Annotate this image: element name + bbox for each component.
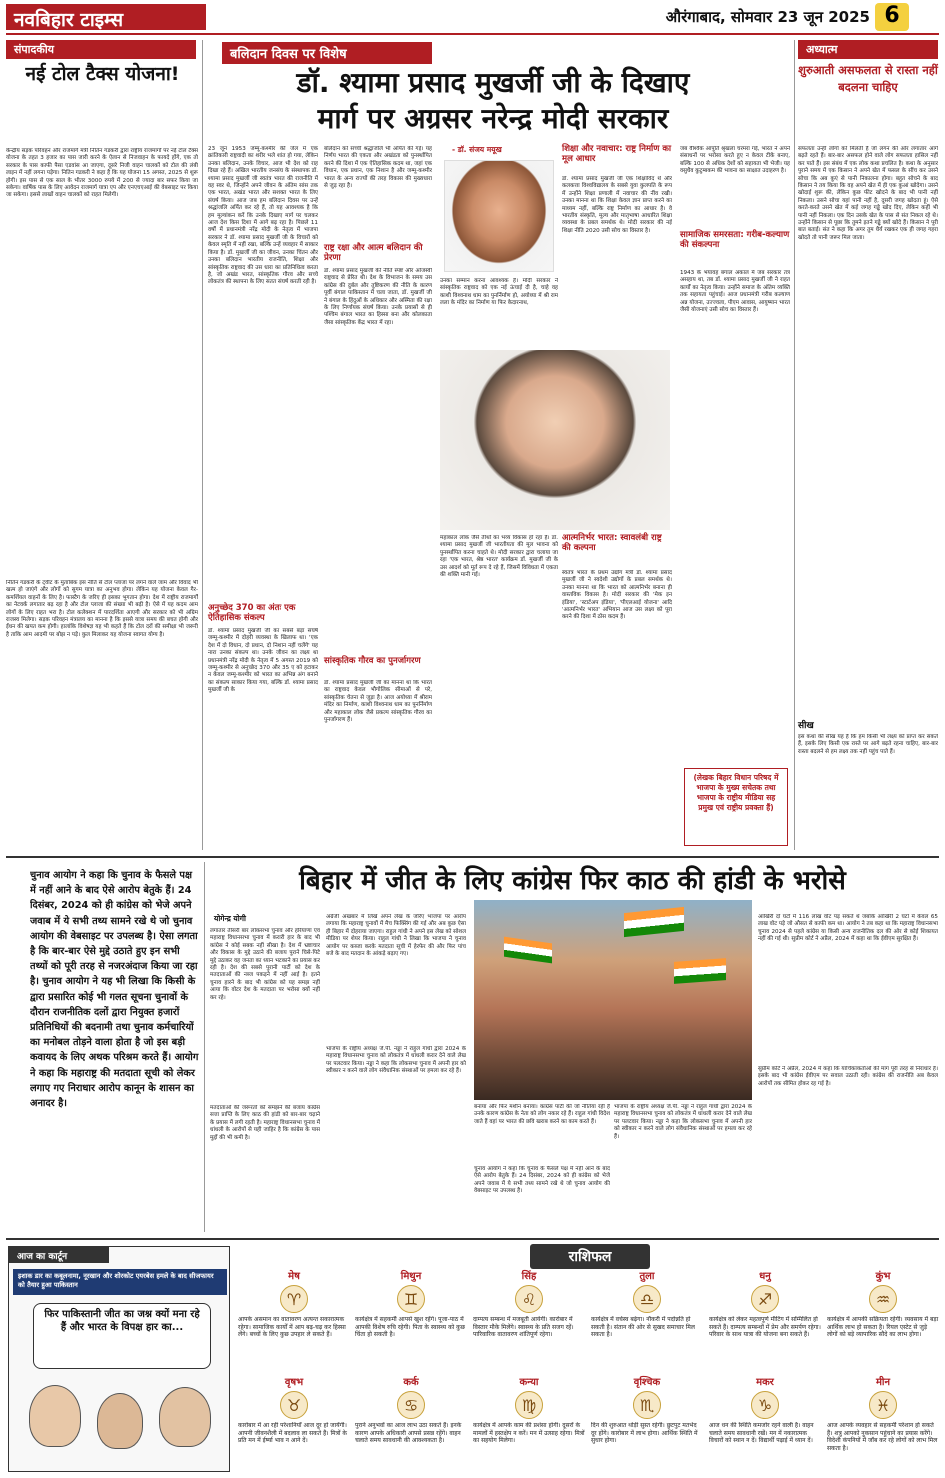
cartoon-tag: आज का कार्टून [9, 1247, 109, 1263]
zodiac-name: कुंभ [875, 1271, 891, 1282]
column-rule [204, 862, 205, 1232]
feature-sub-370: अनुच्छेद 370 का अंतः एक ऐतिहासिक संकल्प [208, 603, 296, 623]
zodiac-icon: ♓ [869, 1391, 897, 1419]
zodiac-icon: ♑ [751, 1391, 779, 1419]
lead-col3: बनाया और फिर मशीन बनाया। कांग्रेस पार्टी की जो नीतियां रही हैं उनके कारण कांग्रेस के नेता को लोग नकार रहे हैं। राहुल गांधी विदेश जाते हैं वहां पर भारत की छवि खराब करने का काम करते हैं। [474, 1104, 610, 1125]
horoscope-cell [827, 1268, 939, 1368]
cartoon-panel [8, 1246, 230, 1472]
zodiac-prediction: कार्यक्षेत्र को लेकर महत्वपूर्ण मीटिंग में सम्मिलित हो सकते हैं। दाम्पत्य सम्बन्धों में प्रेम और समर्पण रहेगा। परिवार के साथ यात्रा की योजना बना सकते हैं। [709, 1316, 821, 1339]
editorial-body-2: नितिन गडकरी के ट्वीट के मुताबिक इस नीति से टोल प्लाजा पर लगने वाले जाम और विवाद भी खत्म हो जाएंगे और लोगों को सुगम यात्रा का अनुभव होगा। लेकिन यह योजना केवल गैर-कमर्शियल वाहनों के लिए है। फास्टैग के जरिए ही इसका भुगतान होगा। देश में राष्ट्रीय राजमार्गों का नेटवर्क लगातार बढ़ रहा है और टोल प्लाजा की संख्या भी बढ़ी है। ऐसे में यह कदम आम लोगों के लिए राहत भरा है। टोल कलेक्शन में पारदर्शिता आएगी और सरकार को भी अग्रिम राजस्व मिलेगा। सड़क परिवहन मंत्रालय का मानना है कि इससे यात्रा समय की बचत होगी और ईंधन की खपत कम होगी। हालांकि विशेषज्ञ यह भी कहते हैं कि टोल दरों की समीक्षा भी जरूरी है ताकि आम आदमी पर बोझ न पड़े। कुल मिलाकर यह योजना स्वागत योग्य है। [6, 580, 198, 638]
page-number: 6 [875, 3, 909, 31]
zodiac-prediction: आज धन की स्थिति कमजोर रहने वाली है। वाहन चलाते समय सावधानी रखें। मन में नकारात्मक विचारों को स्थान न दें। विद्यार्थी पढ़ाई में ध्यान दें। [709, 1422, 814, 1445]
zodiac-name: वृश्चिक [633, 1377, 661, 1388]
rally-photo [474, 900, 752, 1100]
feature-sub-culture: सांस्कृतिक गौरव का पुनर्जागरण [324, 656, 421, 666]
column-rule [202, 40, 203, 850]
cartoon-speech-bubble: फिर पाकिस्तानी जीत का जश्न क्यों मना रहे हैं और भारत के विपक्ष हार का... [33, 1303, 211, 1369]
feature-col5: जब वैश्विक आपूर्ति श्रृंखला चरमरा गई, भारत ने अपने संसाधनों पर भरोसा करते हुए न केवल टीके बनाए, बल्कि 100 से अधिक देशों को सहायता भी भेजी। यह वसुधैव कुटुम्बकम की भावना का साक्षात उदाहरण है। [680, 146, 790, 175]
zodiac-prediction: कार्यक्षेत्र में आपकी सक्रियता रहेगी। व्यवसाय में बड़ा आर्थिक लाभ हो सकता है। रियल एस्टेट से जुड़े लोगों को बड़े व्यापारिक सौदे का लाभ होगा। [827, 1316, 939, 1339]
zodiac-prediction: दिन की शुरुआत थोड़ी सुस्त रहेगी। छुटपुट मतभेद दूर होंगे। कारोबार में लाभ होगा। आर्थिक स्थिति में सुधार होगा। [591, 1422, 698, 1445]
horoscope-cell [238, 1374, 350, 1474]
lead-col2: अंग्रेजी अखबार में लिखे अपने लेख के जरिए भाजपा पर आरोप लगाया कि महाराष्ट्र चुनावों में मैच फिक्सिंग की गई और अब कुछ ऐसा ही बिहार में दोहराया जाएगा। राहुल गांधी ने अपने इस लेख को सोशल मीडिया पर शेयर किया। राहुल गांधी ने लिखा कि भाजपा ने चुनाव आयोग पर कब्जा करके मतदाता सूची में हेरफेर की और फिर पांच बजे के बाद मतदान के आंकड़े बढ़ाए गए। [326, 914, 466, 958]
feature-col4: स्वतंत्र भारत के प्रथम उद्योग मंत्री डॉ. श्यामा प्रसाद मुखर्जी जी ने स्वदेशी उद्योगों के प्रबल समर्थक थे। उनका मानना था कि भारत को आत्मनिर्भर बनाना ही वास्तविक विकास है। मोदी सरकार की 'मेक इन इंडिया', 'स्टार्टअप इंडिया', 'पीएलआई योजना' आदि 'आत्मनिर्भर भारत' अभियान आज उस लक्ष्य को पूरा करने की दिशा में ठोस कदम हैं। [562, 570, 672, 621]
header-rule [6, 33, 939, 35]
horoscope-cell [827, 1374, 939, 1474]
feature-col2b: डॉ. श्यामा प्रसाद मुखर्जी की नीति स्पष्ट और ओजस्वी राष्ट्रवाद से प्रेरित थी। देश के विभाजन के समय उस कांग्रेस की दुर्बल और तुष्टिकरण की नीति के कारण पूर्वी बंगाल पाकिस्तान में चला जाता, डॉ. मुखर्जी जी ने बंगाल के हिंदुओं के अधिकार और अस्मिता की रक्षा के लिए निर्णायक संघर्ष किया। उनके प्रयासों से ही पश्चिम बंगाल भारत का हिस्सा बना और कोलकाता जैसा सांस्कृतिक केंद्र भारत में रहा। [324, 268, 432, 326]
feature-col3: डॉ. श्यामा प्रसाद मुखर्जी जी एक शिक्षाविद थे और कलकत्ता विश्वविद्यालय के सबसे युवा कुलपति के रूप में उन्होंने शिक्षा प्रणाली में नवाचार की नींव रखी। उनका मानना था कि शिक्षा केवल ज्ञान प्राप्त करने का माध्यम नहीं, बल्कि राष्ट्र निर्माण का आधार है। वे भारतीय संस्कृति, मूल्य और मातृभाषा आधारित शिक्षा व्यवस्था के प्रबल समर्थक थे। मोदी सरकार की नई शिक्षा नीति 2020 उसी सोच का विस्तार है। [562, 176, 672, 234]
spiritual-tag: अध्यात्म [798, 40, 938, 59]
lead-headline: बिहार में जीत के लिए कांग्रेस फिर काठ की हांडी के भरोसे [299, 866, 846, 896]
lead-col4b: सुप्रीम कोर्ट ने अप्रैल, 2024 में कहा कि याचिकाकर्ताओं की मांग पूरी तरह से निराधार है। इसके बाद भी कांग्रेस ईवीएम पर सवाल उठाती रही। कांग्रेस की राजनीति अब केवल आरोपों तक सीमित होकर रह गई है। [758, 1066, 938, 1087]
feature-col5b: 1943 के भयावह बंगाल अकाल में जब सरकार तंत्र असहाय था, तब डॉ. श्यामा प्रसाद मुखर्जी जी ने राहत कार्यों का नेतृत्व किया। उन्होंने समाज के अंतिम व्यक्ति तक सहायता पहुंचाई। आज प्रधानमंत्री गरीब कल्याण अन्न योजना, उज्ज्वला, पीएम आवास, आयुष्मान भारत जैसी योजनाएं उसी सोच का विस्तार हैं। [680, 270, 790, 314]
feature-col3b: उनका सम्मान करना आवश्यक है। मोदी सरकार ने सांस्कृतिक राष्ट्रवाद को एक नई ऊंचाई दी है, चाहे वह काशी विश्वनाथ धाम का पुनर्निर्माण हो, अयोध्या में श्री राम लला के मंदिर का निर्माण या फिर केदारनाथ, [440, 278, 558, 307]
zodiac-prediction: कार्यक्षेत्र में सहकर्मी आपसे खुश रहेंगे। पूजा-पाठ में आपकी विशेष रुचि रहेगी। पिता के स्वास्थ्य को कुछ चिंता हो सकती है। [355, 1316, 465, 1339]
zodiac-name: सिंह [521, 1271, 537, 1282]
section-divider [6, 1238, 939, 1240]
zodiac-name: कर्क [403, 1377, 419, 1388]
editorial-body-1: केन्द्रीय सड़क परिवहन और राजमार्ग मंत्री नितिन गडकरी द्वारा राष्ट्रीय राजमार्गों पर नई टोल टैक्स योजना के तहत 3 हजार का पास जारी करने के ऐलान से निजवाहन के फायदे होंगे, एक तो सरकार के पास काफी पैसा एडवांस आ जाएगा, दूसरे निजी वाहन चालकों को टोल की लंबी लाइन में नहीं लगना पड़ेगा। नितिन गडकरी ने कहा है कि यह योजना 15 अगस्त, 2025 से शुरू होगी। इस पास से एक साल के भीतर 3000 रुपये में 200 से ज्यादा बार सफर किया जा सकेगा। वार्षिक पास के लिए आवेदन राजमार्ग यात्रा एप और एनएचएआई की वेबसाइट पर किया जा सकेगा। इससे लाखों वाहन चालकों को राहत मिलेगी। [6, 148, 198, 199]
election-commission-quote: चुनाव आयोग ने कहा कि चुनाव के फैसले पक्ष में नहीं आने के बाद ऐसे आरोप बेतुके हैं। 24 दिसंबर, 2024 को ही कांग्रेस को भेजे अपने जवाब में ये सभी तथ्य सामने रखे थे जो चुनाव आयोग की वेबसाइट पर उपलब्ध है। ऐसा लगता है कि बार-बार ऐसे मुद्दे उठाते हुए इन सभी तथ्यों को पूरी तरह से नजरअंदाज किया जा रहा है। चुनाव आयोग ने यह भी लिखा कि किसी के द्वारा प्रसारित कोई भी गलत सूचना चुनावों के दौरान राजनीतिक दलों द्वारा नियुक्त हजारों प्रतिनिधियों की बदनामी तथा चुनाव कर्मचारियों का मनोबल तोड़ने वाला होता है जो इस बड़ी कवायद के लिए अथक परिश्रम करते हैं। आयोग ने कहा कि महाराष्ट्र की मतदाता सूची को लेकर लगाए गए निराधार आरोप कानून के शासन का अनादर है। [30, 870, 199, 1110]
section-divider [6, 856, 939, 858]
horoscope-cell [355, 1268, 467, 1368]
lead-col3b: चुनाव आयोग ने कहा कि चुनाव के फैसले पक्ष में नहीं आने के बाद ऐसे आरोप बेतुके हैं। 24 दिसंबर, 2024 को ही कांग्रेस को भेजे अपने जवाब में ये सभी तथ्य सामने रखे थे जो चुनाव आयोग की वेबसाइट पर उपलब्ध है। [474, 1166, 610, 1195]
lead-col3c: भाजपा के राष्ट्रीय अध्यक्ष जे.पी. नड्डा ने राहुल गांधी द्वारा 2024 के महाराष्ट्र विधानसभा चुनाव को लोकतंत्र में धांधली करार देने वाले लेख पर पलटवार किया। नड्डा ने कहा कि लोकसभा चुनाव में अपनी हार को स्वीकार न करने वाले लोग संवैधानिक संस्थाओं पर हमला कर रहे हैं। [614, 1104, 752, 1140]
feature-col1: 23 जून 1953 जम्मू-कश्मीर की जेल में एक क्रांतिकारी राष्ट्रवादी का शरीर भले शांत हो गया, लेकिन उनका बलिदान, उनके विचार, आज भी देश को राह दिखा रहे हैं। अखिल भारतीय जनसंघ के संस्थापक डॉ. श्यामा प्रसाद मुखर्जी जी स्वतंत्र भारत की राजनीति में वह स्वर थे, जिन्होंने अपने जीवन के अंतिम सांस तक एक भारत, अखंड भारत और सशक्त भारत के लिए संघर्ष किया। आज जब हम बलिदान दिवस पर उन्हें श्रद्धांजलि अर्पित कर रहे हैं, तो यह आवश्यक है कि हम मूल्यांकन करें कि उनके दिखाए मार्ग पर चलकर आज देश किस दिशा में आगे बढ़ रहा है। पिछले 11 वर्षों में प्रधानमंत्री नरेंद्र मोदी के नेतृत्व में भाजपा सरकार ने डॉ. श्यामा प्रसाद मुखर्जी जी के विचारों को केवल स्मृति में नहीं रखा, बल्कि उन्हें व्यवहार में साकार किया है। डॉ. मुखर्जी जी का जीवन, उनका चिंतन और उनका बलिदान भारतीय राजनीति, शिक्षा और सांस्कृतिक राष्ट्रवाद की उस धारा का प्रतिनिधित्व करता है, जो अखंड भारत, सांस्कृतिक गौरव और सच्चे लोकतंत्र की स्थापना के लिए सतत संघर्ष करती रही है। [208, 146, 318, 286]
zodiac-icon: ♈ [280, 1285, 308, 1313]
lead-col1b: मतदाताओं की जरूरतों को समझने की बजाय कांग्रेस सत्ता प्राप्ति के लिए काठ की हांडी को बार-बार चढ़ाने के प्रयास में लगी रहती है। महाराष्ट्र विधानसभा चुनाव में धांधली के आरोपों से यही जाहिर है कि कांग्रेस के पास मुद्दों की भी कमी है। [210, 1105, 320, 1141]
zodiac-icon: ♌ [515, 1285, 543, 1313]
cartoon-figure-1 [29, 1385, 81, 1447]
feature-sub-defense: राष्ट्र रक्षा और आत्म बलिदान की प्रेरणा [324, 243, 423, 263]
zodiac-prediction: कार्यक्षेत्र में आपके काम की प्रशंसा होगी। दूसरों के मामलों में हस्तक्षेप न करें। मन में उत्साह रहेगा। मित्रों का सहयोग मिलेगा। [473, 1422, 585, 1445]
lesson-label: सीख [798, 721, 814, 731]
lead-col1: लगातार तीसरी बार लोकसभा चुनाव और हरियाणा एवं महाराष्ट्र विधानसभा चुनाव में करारी हार के बाद भी कांग्रेस ने कोई सबक नहीं सीखा है। देश में भ्रष्टाचार और विकास के मुद्दे उठाने की बजाय पुराने घिसे-पिटे मुद्दे उठाकर वह जनता का ध्यान भटकाने का प्रयास कर रही है। देश की सबसे पुरानी पार्टी को देश के मतदाताओं की नब्ज पकड़ने में नहीं आई है। इतने चुनाव हारने के बाद भी कांग्रेस को यह समझ नहीं आया कि वोटर देश के मतदाता पर भरोसा क्यों नहीं कर रहे। [210, 928, 320, 1001]
cartoon-figure-3 [159, 1387, 211, 1447]
horoscope-cell [709, 1374, 821, 1474]
mookerjee-portrait [440, 350, 670, 530]
zodiac-icon: ♎ [633, 1285, 661, 1313]
lead-byline: योगेन्द्र योगी [214, 914, 246, 923]
horoscope-cell [591, 1374, 703, 1474]
zodiac-icon: ♏ [633, 1391, 661, 1419]
zodiac-icon: ♋ [397, 1391, 425, 1419]
horoscope-cell [355, 1374, 467, 1474]
editorial-headline: नई टोल टैक्स योजना! [25, 63, 180, 85]
feature-headline-1: डॉ. श्यामा प्रसाद मुखर्जी जी के दिखाए [296, 66, 690, 99]
cartoon-caption: इशाक डार का कबूलनामा, नूरखान और शोरकोट एयरबेस हमले के बाद सीजफायर को तैयार हुआ पाकिस्तान [13, 1269, 227, 1295]
horoscope-cell [591, 1268, 703, 1368]
feature-col3c: महाकाल लोक जैसे तीर्थों का भव्य विकास हो रहा है। डॉ. श्यामा प्रसाद मुखर्जी जी भारतीयता की मूल भावना को पुनर्स्थापित करना चाहते थे। मोदी सरकार द्वारा चलाया जा रहा 'एक भारत, श्रेष्ठ भारत' कार्यक्रम डॉ. मुखर्जी जी के उस आदर्श को मूर्त रूप दे रहे हैं, जिसमें विविधता में एकता की शक्ति मानी गई। [440, 535, 558, 579]
zodiac-name: मकर [756, 1377, 774, 1388]
author-note: (लेखक बिहार विधान परिषद में भाजपा के मुख्य सचेतक तथा भाजपा के राष्ट्रीय मीडिया सह प्रमुख एवं राष्ट्रीय प्रवक्ता हैं) [684, 768, 788, 846]
feature-sub-selfreliant: आत्मनिर्भर भारत: स्वावलंबी राष्ट्र की कल्पना [562, 533, 662, 553]
zodiac-prediction: आपके असमान का वातावरण अत्यन्त सकारात्मक रहेगा। सामाजिक कार्यों में आप बढ़-चढ़ कर हिस्सा लेंगे। बच्चों के लिए कुछ उपहार ले सकते हैं। [238, 1316, 346, 1339]
spiritual-headline: शुरुआती असफलता से रास्ता नहीं बदलना चाहिए [798, 63, 938, 94]
zodiac-prediction: कारोबार में आ रही परेशानियाँ आज दूर हो जायेंगी। आपनी जीवनशैली में बदलाव ला सकते हैं। मित्रों के प्रति मन में ईर्ष्या भाव न आने दें। [238, 1422, 347, 1445]
zodiac-icon: ♊ [397, 1285, 425, 1313]
zodiac-prediction: दाम्पत्य सम्बन्ध में मजबूती आयेगी। कारोबार में विस्तार मौके मिलेंगे। स्वास्थ्य के प्रति सजग रहें। पारिवारिक वातावरण शांतिपूर्ण रहेगा। [473, 1316, 574, 1339]
feature-headline-2: मार्ग पर अग्रसर नरेन्द्र मोदी सरकार [317, 102, 669, 135]
cartoon-figure-2 [97, 1393, 143, 1449]
masthead-title: नवबिहार टाइम्स [6, 4, 206, 30]
zodiac-prediction: आज आपके व्यवहार से सहकर्मी परेशान हो सकते हैं। शत्रु आपको नुकसान पहुंचाने का प्रयास करेंगे। विदेशी कंपनियों में जॉब कर रहे लोगों को लाभ मिल सकता है। [827, 1422, 938, 1452]
feature-sub-education: शिक्षा और नवाचार: राष्ट्र निर्माण का मूल आधार [562, 144, 672, 164]
zodiac-name: मिथुन [400, 1271, 422, 1282]
feature-tag: बलिदान दिवस पर विशेष [222, 42, 432, 64]
horoscope-cell [709, 1268, 821, 1368]
zodiac-name: मीन [875, 1377, 891, 1388]
zodiac-icon: ♐ [751, 1285, 779, 1313]
column-rule [794, 40, 795, 850]
zodiac-name: तुला [639, 1271, 655, 1282]
dateline: औरंगाबाद, सोमवार 23 जून 2025 [665, 8, 870, 26]
lead-col4: आखिरी दो घंटों में 116 लाख वोट पड़ सकते थे जबकि आखिरी 2 घंटों में केवल 65 लाख वोट पड़े जो औसत से काफी कम था। आयोग ने तब कहा था कि महाराष्ट्र विधानसभा चुनाव 2024 से पहले कांग्रेस या किसी अन्य राजनीतिक दल की ओर से कोई शिकायत नहीं की गई थी। सुप्रीम कोर्ट ने अप्रैल, 2024 में कहा था कि ईवीएम सुरक्षित हैं। [758, 914, 938, 943]
zodiac-prediction: पुराने अनुभवों का आज लाभ उठा सकते हैं। इनके कारण आपके अधिकारी आपसे प्रसन्न रहेंगे। वाहन चलाते समय सावधानी की आवश्यकता है। [355, 1422, 462, 1445]
zodiac-icon: ♍ [515, 1391, 543, 1419]
zodiac-prediction: कार्यक्षेत्र में वर्चस्व बढ़ेगा। नौकरी में पदोन्नति हो सकती है। संतान की ओर से सुखद समाचार मिल सकता है। [591, 1316, 695, 1339]
zodiac-name: वृषभ [284, 1377, 304, 1388]
horoscope-cell [473, 1268, 585, 1368]
feature-byline: - डॉ. संजय मयूख [452, 145, 502, 154]
feature-sub-welfare: सामाजिक समरसता: गरीब-कल्याण की संकल्पना [680, 230, 790, 250]
zodiac-icon: ♒ [869, 1285, 897, 1313]
zodiac-name: कन्या [519, 1377, 539, 1388]
lesson-text: इस कथा की सीख यह है कि हम किसी भी लक्ष्य को प्राप्त कर सकते हैं, इसके लिए किसी एक रास्ते पर आगे बढ़ते रहना चाहिए, बार-बार रास्ता बदलने से हम लक्ष्य तक नहीं पहुंच पाते हैं। [798, 734, 938, 755]
feature-col1b: डॉ. श्यामा प्रसाद मुखर्जी जी का सबसे बड़ा संघर्ष जम्मू-कश्मीर में दोहरी व्यवस्था के खिलाफ था। 'एक देश में दो विधान, दो प्रधान, दो निशान नहीं चलेंगे' यह नारा उनका संकल्प था। उनके जीवन का लक्ष्य था प्रधानमंत्री नरेंद्र मोदी के नेतृत्व में 5 अगस्त 2019 को जम्मू-कश्मीर से अनुच्छेद 370 और 35 ए को हटाकर न केवल जम्मू-कश्मीर को भारत का अभिन्न अंग बनाने का संकल्प साकार किया गया, बल्कि डॉ. श्यामा प्रसाद मुखर्जी जी के [208, 628, 318, 694]
horoscope-cell [238, 1268, 350, 1368]
spiritual-body: सफलता उन्हीं लोगों को मिलती है जो लगन की ओर लगातार आगे बढ़ते रहते हैं। बार-बार असफल होने वाले लोग सफलता हासिल नहीं कर पाते हैं। इस संबंध में एक लोक कथा प्रचलित है। कथा के अनुसार पुराने समय में एक किसान ने अपने खेत में फसल के सींच कर उसने सोचा कि अब कुएं से पानी निकालना होगा। बहुत सोचने के बाद किसान ने तय किया कि वह अपने खेत में ही एक कुआं खोदेगा। उसने खोदाई शुरू की, लेकिन कुछ फीट खोदने के बाद भी पानी नहीं निकला। उसने सोचा यहां पानी नहीं है, दूसरी जगह खोदता हूं। ऐसे करते-करते उसने खेत में कई जगह गड्ढे खोद दिए, लेकिन कहीं भी पानी नहीं निकला। एक दिन उसके खेत के पास से संत निकल रहे थे। उन्होंने किसान से पूछा कि तुमने इतने गड्ढे क्यों खोदे हैं। किसान ने पूरी बात बताई। संत ने कहा कि अगर तुम धैर्य रखकर एक ही जगह गहरा खोदते तो पानी जरूर मिल जाता। [798, 146, 938, 241]
horoscope-cell [473, 1374, 585, 1474]
lead-col2b: भाजपा के राष्ट्रीय अध्यक्ष जे.पी. नड्डा ने राहुल गांधी द्वारा 2024 के महाराष्ट्र विधानसभा चुनाव को लोकतंत्र में धांधली करार देने वाले लेख पर पलटवार किया। नड्डा ने कहा कि लोकसभा चुनाव में अपनी हार को स्वीकार न करने वाले लोग संवैधानिक संस्थाओं पर हमला कर रहे हैं। [326, 1046, 466, 1075]
author-photo [444, 160, 554, 272]
editorial-tag: संपादकीय [6, 40, 196, 59]
horoscope-tag: राशिफल [530, 1244, 650, 1269]
feature-col2: बलिदान को सच्ची श्रद्धांजलि भी अर्पित की गई। यह निर्णय भारत की एकता और अखंडता को पुनर्स्थापित करने की दिशा में एक ऐतिहासिक कदम था, जहां एक विधान, एक प्रधान, एक निशान है और जम्मू-कश्मीर भारत के अन्य राज्यों की तरह विकास की मुख्यधारा से जुड़ रहा है। [324, 146, 432, 190]
zodiac-name: धनु [759, 1271, 771, 1282]
zodiac-name: मेष [288, 1271, 300, 1282]
zodiac-icon: ♉ [280, 1391, 308, 1419]
feature-col2c: डॉ. श्यामा प्रसाद मुखर्जी जी का मानना था कि भारत का राष्ट्रवाद केवल भौगोलिक सीमाओं से परे, सांस्कृतिक चेतना से जुड़ा है। आज अयोध्या में श्रीराम मंदिर का निर्माण, काशी विश्वनाथ धाम का पुनर्निर्माण और महाकाल लोक जैसे प्रकल्प सांस्कृतिक गौरव का पुनर्जागरण हैं। [324, 680, 432, 724]
